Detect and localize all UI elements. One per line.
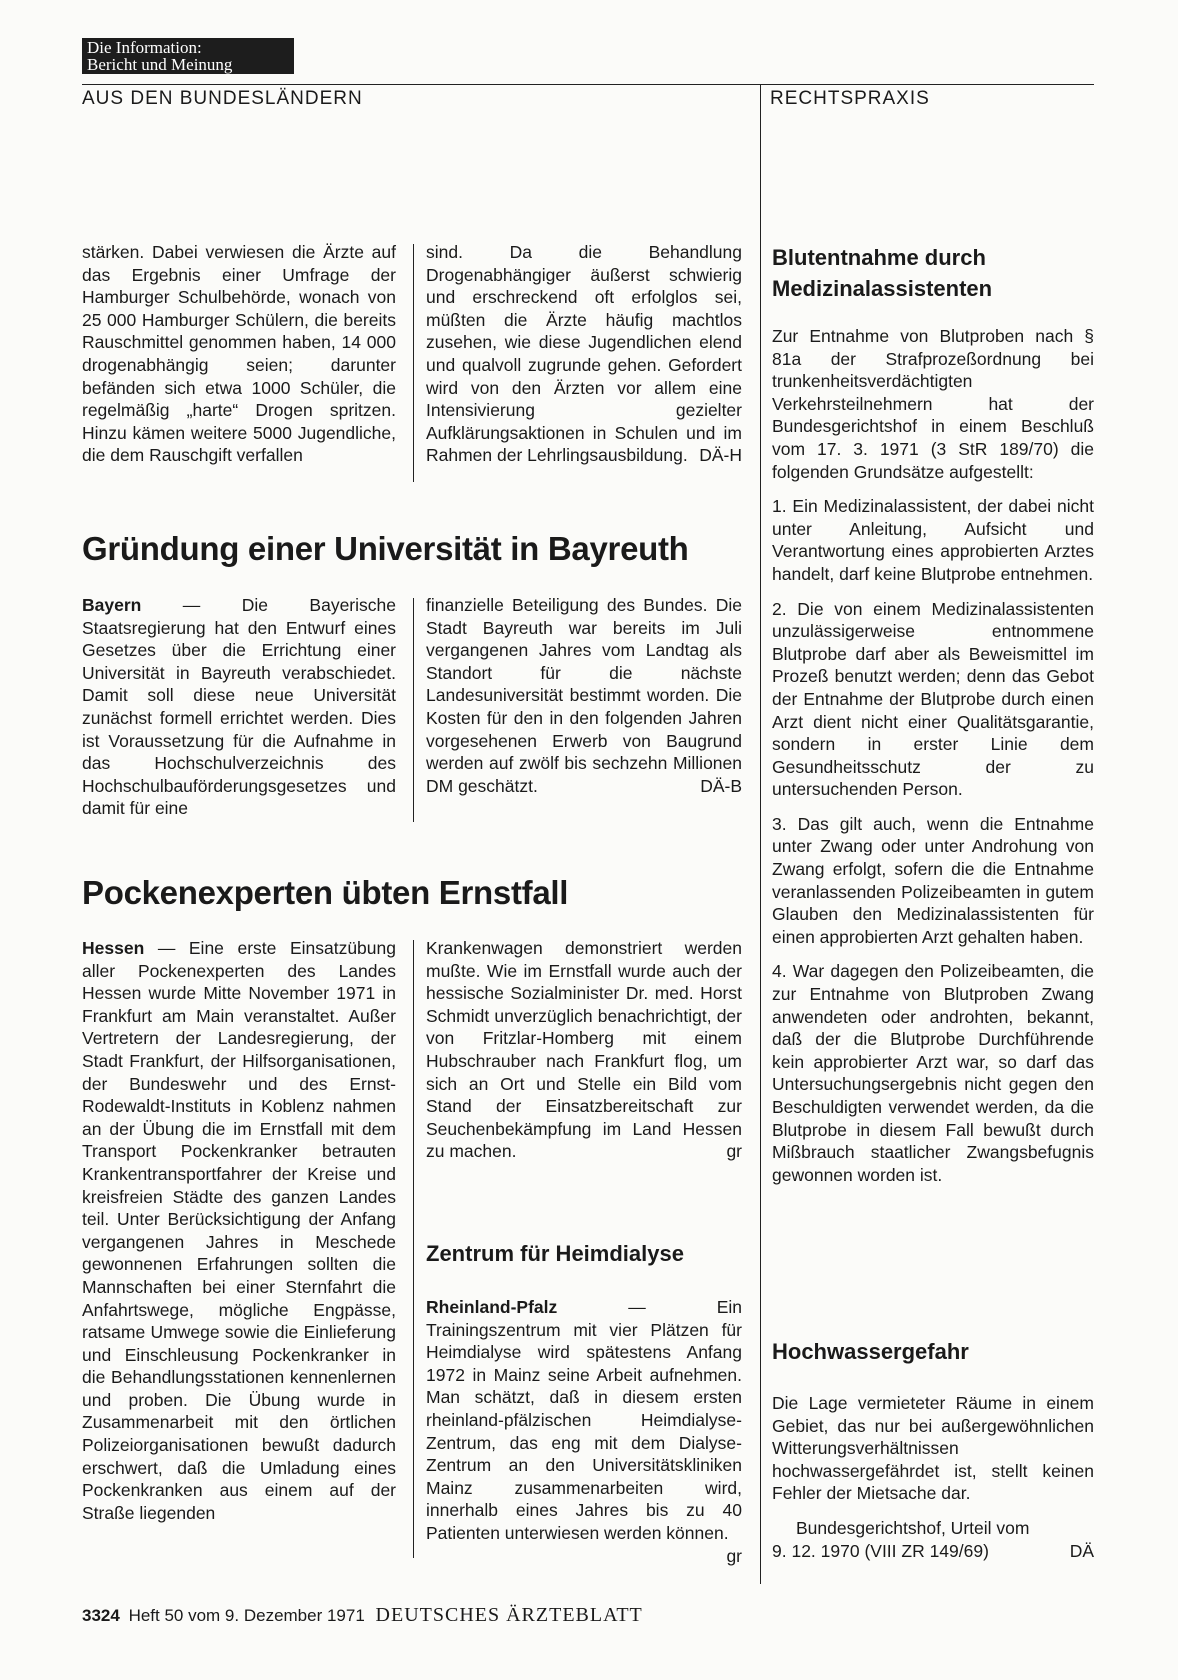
hochwasser-citation-2: 9. 12. 1970 (VIII ZR 149/69) DÄ [772, 1540, 1094, 1561]
signature: DÄ-B [700, 775, 742, 796]
signature: gr [726, 1141, 742, 1162]
hochwasser-citation: Bundesgerichtshof, Urteil vom [796, 1517, 1030, 1538]
top-article-text-1: stärken. Dabei verwiesen die Ärzte auf das Ergebnis einer Umfrage der Hamburger Schulbehörde, wonach von 25 000 Hamburger Schülern, die bereits Rauschmittel genommen haben, 14 000 drogenabhängig seien; darunter befänden sich etwa 1000 Schüler, die regelmäßig „harte“ Drogen spritzen. Hinzu kämen weitere 5000 Jugendliche, die dem Rauschgift verfallen [82, 242, 396, 466]
list-item: 4. War dagegen den Polizeibeamten, die zur Entnahme von Blutproben Zwang anwendeten oder androhten, bekannt, daß der die Blutprobe Durchführende kein approbierter Arzt war, so darf das Untersuchungsergebnis nicht gegen den Beschuldigten verwendet werden, da die Blutprobe in diesem Fall bewußt durch Mißbrauch staatlicher Zwangsbefugnis gewonnen worden ist. [772, 961, 1094, 1185]
list-item: 1. Ein Medizinalassistent, der dabei nicht unter Anleitung, Aufsicht und Verantwortung eines approbierten Arztes handelt, darf keine Blutprobe entnehmen. [772, 496, 1094, 584]
hochwasser-text: Die Lage vermieteter Räume in einem Gebiet, das nur bei außergewöhnlichen Witterungsverhältnissen hochwassergefährdet ist, stellt keinen Fehler der Mietsache dar. [772, 1393, 1094, 1504]
blutentnahme-headline: Blutentnahme durch Medizinalassistenten [772, 245, 993, 301]
blutentnahme-body [772, 325, 1094, 1198]
section-label-left: AUS DEN BUNDESLÄNDERN [82, 88, 363, 109]
masthead-logo [82, 38, 294, 74]
dateline: Hessen [82, 938, 145, 958]
heimdialyse-text: Rheinland-Pfalz — Ein Trainingszentrum mit vier Plätzen für Heimdialyse wird spätestens Anfang 1972 in Mainz seine Arbeit aufnehmen. Man schätzt, daß in diesem ersten rheinland-pfälzischen Heimdialyse-Zentrum, das eng mit dem Dialyse-Zentrum an den Universitätskliniken Mainz zusammenarbeiten wird, innerhalb eines Jahres bis zu 40 Patienten unterwiesen werden können. gr [426, 1297, 742, 1566]
page-footer [82, 1604, 643, 1627]
heimdialyse-body [426, 1296, 742, 1567]
page-number: 3324 [82, 1606, 120, 1625]
signature: DÄ [1069, 1540, 1094, 1561]
list-item: 3. Das gilt auch, wenn die Entnahme unter Zwang oder unter Androhung von Zwang erfolgt, sofern die die Entnahme veranlassenden Polizeibeamten in gutem Glauben den Medizinalassistenten für einen approbierten Arzt gehalten haben. [772, 813, 1094, 947]
column-divider [413, 598, 414, 822]
bayreuth-headline: Gründung einer Universität in Bayreuth [82, 530, 689, 567]
pocken-text-2: Krankenwagen demonstriert werden mußte. Wie im Ernstfall wurde auch der hessische Sozialminister Dr. med. Horst Schmidt unverzüglich benachrichtigt, der von Fritzlar-Homberg mit einem Hubschrauber nach Frankfurt flog, um sich an Ort und Stelle ein Bild vom Stand der Einsatzbereitschaft zur Seuchenbekämpfung im Land Hessen zu machen. gr [426, 938, 742, 1162]
list-item: 2. Die von einem Medizinalassistenten unzulässigerweise entnommene Blutprobe darf aber als Beweismittel im Prozeß benutzt werden; denn das Gebot der Entnahme der Blutprobe durch einen Arzt dient nicht einer Qualitätsgarantie, sondern in erster Linie dem Gesundheitsschutz der zu untersuchenden Person. [772, 598, 1094, 800]
masthead-line-1: Die Information: [87, 38, 202, 57]
hochwasser-body [772, 1392, 1094, 1562]
pocken-col1 [82, 937, 396, 1524]
heimdialyse-headline: Zentrum für Heimdialyse [426, 1241, 684, 1266]
hochwasser-headline: Hochwassergefahr [772, 1339, 969, 1364]
top-article-text-2: sind. Da die Behandlung Drogenabhängiger äußerst schwierig und erschreckend oft erfolglos sei, müßten die Ärzte häufig machtlos zusehen, wie diese Jugendlichen elend und qualvoll zugrunde gehen. Gefordert wird von den Ärzten vor allem eine Intensivierung gezielter Aufklärungsaktionen in Schulen und im Rahmen der Lehrlingsausbildung. DÄ-H [426, 242, 742, 466]
publication-name: DEUTSCHES ÄRZTEBLATT [375, 1604, 643, 1626]
masthead-line-2: Bericht und Meinung [87, 55, 233, 74]
column-divider [413, 244, 414, 482]
top-article-col1 [82, 241, 396, 467]
header-rule [82, 84, 1094, 85]
bayreuth-text-2: finanzielle Beteiligung des Bundes. Die Stadt Bayreuth war bereits im Juli vergangenen Jahres vom Landtag als Standort für die nächste Landesuniversität bestimmt worden. Die Kosten für den in den folgenden Jahren vorgesehenen Erwerb von Baugrund werden auf zwölf bis sechzehn Millionen DM geschätzt. DÄ-B [426, 595, 742, 796]
pocken-text-1: Hessen — Eine erste Einsatzübung aller Pockenexperten des Landes Hessen wurde Mitte November 1971 in Frankfurt am Main veranstaltet. Außer Vertretern der Landesregierung, der Stadt Frankfurt, der Hilfsorganisationen, der Bundeswehr und des Ernst-Rodewaldt-Instituts in Koblenz nahmen an der Übung die im Ernstfall mit dem Transport Pockenkranker betrauten Krankentransportfahrer der Kreise und kreisfreien Städte des ganzen Landes teil. Unter Berücksichtigung der Anfang vergangenen Jahres in Meschede gewonnenen Erfahrungen sollten die Mannschaften bei einer Sternfahrt die Anfahrtswege, mögliche Engpässe, ratsame Umwege sowie die Einlieferung und Einschleusung Pockenkranker in die Behandlungsstationen kennenlernen und proben. Die Übung wurde in Zusammenarbeit mit den örtlichen Polizeiorganisationen bewußt dadurch erschwert, daß die Umladung eines Pockenkranken aus einem auf der Straße liegenden [82, 938, 396, 1523]
column-divider [413, 940, 414, 1558]
bayreuth-col1 [82, 594, 396, 820]
dateline: Bayern [82, 595, 142, 615]
section-label-right: RECHTSPRAXIS [770, 88, 930, 109]
signature: DÄ-H [699, 445, 742, 466]
signature: gr [726, 1545, 742, 1566]
dateline: Rheinland-Pfalz [426, 1297, 558, 1317]
top-article-col2 [426, 241, 742, 467]
pocken-col2 [426, 937, 742, 1163]
blutentnahme-intro: Zur Entnahme von Blutproben nach § 81a der Strafprozeßordnung bei trunkenheitsverdächtigten Verkehrsteilnehmern hat der Bundesgerichtshof in einem Beschluß vom 17. 3. 1971 (3 StR 189/70) die folgenden Grundsätze aufgestellt: [772, 326, 1094, 482]
column-divider-main [760, 84, 761, 1584]
pocken-headline: Pockenexperten übten Ernstfall [82, 874, 569, 911]
issue-info: Heft 50 vom 9. Dezember 1971 [128, 1606, 365, 1625]
bayreuth-text-1: Bayern — Die Bayerische Staatsregierung hat den Entwurf eines Gesetzes über die Errichtung einer Universität in Bayreuth verabschiedet. Damit soll diese neue Universität zunächst formell errichtet werden. Dies ist Voraussetzung für die Aufnahme in das Hochschulverzeichnis des Hochschulbauförderungsgesetzes und damit für eine [82, 595, 396, 819]
bayreuth-col2 [426, 594, 742, 797]
